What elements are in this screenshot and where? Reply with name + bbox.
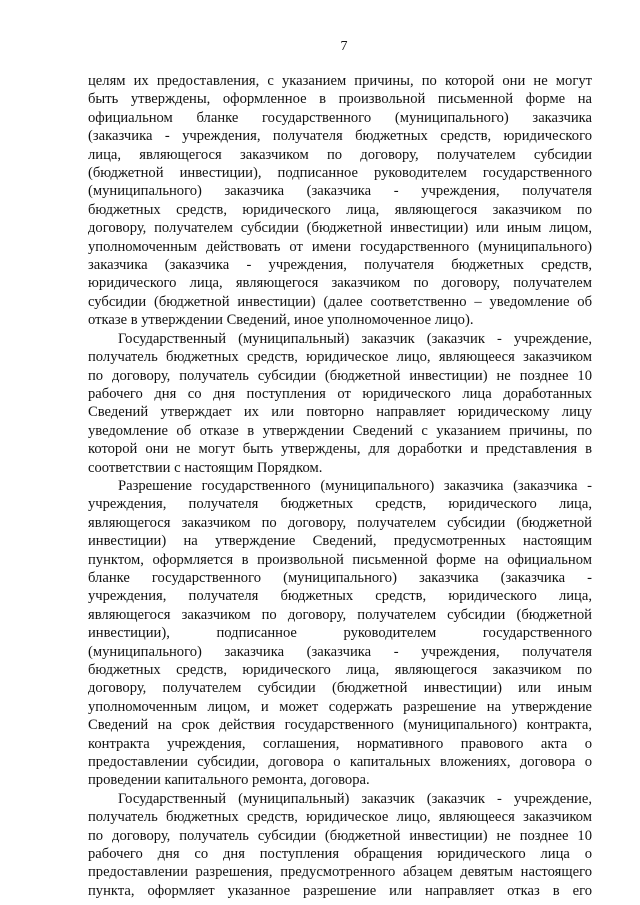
text-line: рабочего дня со дня поступления от юридического лица доработанных [88, 385, 592, 402]
text-line: юридического лица, являющегося заказчиком по договору, получателем [88, 275, 592, 292]
text-line: предоставлении субсидии, договора о капитальных вложениях, договора о [88, 754, 592, 771]
text-line: договору, получателем субсидии (бюджетной инвестиции) или иным [88, 680, 592, 697]
text-line: учреждения, получателя бюджетных средств, юридического лица, [88, 496, 592, 513]
text-line: получатель бюджетных средств, юридическое лицо, являющееся заказчиком [88, 809, 592, 826]
text-line: которой они не могут быть утверждены, для доработки и представления в [88, 441, 592, 458]
text-line: уведомление об отказе в утверждении Сведений с указанием причины, по [88, 422, 592, 439]
text-line: пункта, оформляет указанное разрешение или направляет отказ в его [88, 882, 592, 899]
text-line: (муниципального) заказчика (заказчика - учреждения, получателя [88, 643, 592, 660]
text-line: (бюджетной инвестиции), подписанное руководителем государственного [88, 165, 592, 182]
text-line: лица, являющегося заказчиком по договору, получателем субсидии [88, 146, 592, 163]
text-line: являющегося заказчиком по договору, получателем субсидии (бюджетной [88, 606, 592, 623]
document-body [88, 72, 592, 900]
text-line: по договору, получатель субсидии (бюджетной инвестиции) не позднее 10 [88, 827, 592, 844]
text-line: Разрешение государственного (муниципального) заказчика (заказчика - [118, 477, 592, 494]
text-line: официальном бланке государственного (муниципального) заказчика [88, 109, 592, 126]
text-line: (муниципального) заказчика (заказчика - учреждения, получателя [88, 183, 592, 200]
text-line: рабочего дня со дня поступления обращения юридического лица о [88, 846, 592, 863]
text-line: Сведений утверждает их или повторно направляет юридическому лицу [88, 404, 592, 421]
text-line: соответствии с настоящим Порядком. [88, 459, 323, 476]
page-number: 7 [340, 39, 348, 54]
text-line: бюджетных средств, юридического лица, являющегося заказчиком по [88, 201, 592, 218]
paragraph [88, 790, 592, 900]
paragraph [88, 477, 592, 790]
paragraph [88, 72, 592, 330]
text-line: уполномоченным лицом, и может содержать разрешение на утверждение [88, 698, 592, 715]
text-line: отказе в утверждении Сведений, иное уполномоченное лицо). [88, 312, 474, 329]
text-line: субсидии (бюджетной инвестиции) (далее соответственно – уведомление об [88, 293, 592, 310]
text-line: (заказчика - учреждения, получателя бюджетных средств, юридического [88, 128, 592, 145]
text-line: целям их предоставления, с указанием причины, по которой они не могут [88, 73, 592, 89]
text-line: бюджетных средств, юридического лица, являющегося заказчиком по [88, 662, 592, 678]
text-line: по договору, получатель субсидии (бюджетной инвестиции) не позднее 10 [88, 367, 592, 384]
text-line: предоставлении разрешения, предусмотренного абзацем девятым настоящего [88, 864, 592, 881]
text-line: инвестиции) на утверждение Сведений, предусмотренных настоящим [88, 533, 592, 550]
text-line: Государственный (муниципальный) заказчик (заказчик - учреждение, [118, 790, 592, 807]
paragraph [88, 330, 592, 477]
text-line: заказчика (заказчика - учреждения, получателя бюджетных средств, [88, 257, 592, 274]
text-line: бланке государственного (муниципального) заказчика (заказчика - [88, 569, 592, 586]
text-line: пунктом, оформляется в произвольной письменной форме на официальном [88, 551, 592, 568]
text-line: уполномоченным действовать от имени государственного (муниципального) [88, 238, 592, 255]
text-line: учреждения, получателя бюджетных средств, юридического лица, [88, 588, 592, 605]
text-line: являющегося заказчиком по договору, получателем субсидии (бюджетной [88, 514, 592, 531]
text-line: контракта учреждения, соглашения, нормативного правового акта о [88, 735, 592, 752]
text-line: проведении капитального ремонта, договора. [88, 772, 370, 789]
text-line: Сведений на срок действия государственного (муниципального) контракта, [88, 717, 592, 734]
text-line: договору, получателем субсидии (бюджетной инвестиции) или иным лицом, [88, 220, 592, 237]
text-line: инвестиции), подписанное руководителем государственного [88, 625, 592, 642]
text-line: Государственный (муниципальный) заказчик (заказчик - учреждение, [118, 330, 592, 347]
text-line: получатель бюджетных средств, юридическое лицо, являющееся заказчиком [88, 349, 592, 366]
text-line: быть утверждены, оформленное в произвольной письменной форме на [88, 91, 592, 108]
